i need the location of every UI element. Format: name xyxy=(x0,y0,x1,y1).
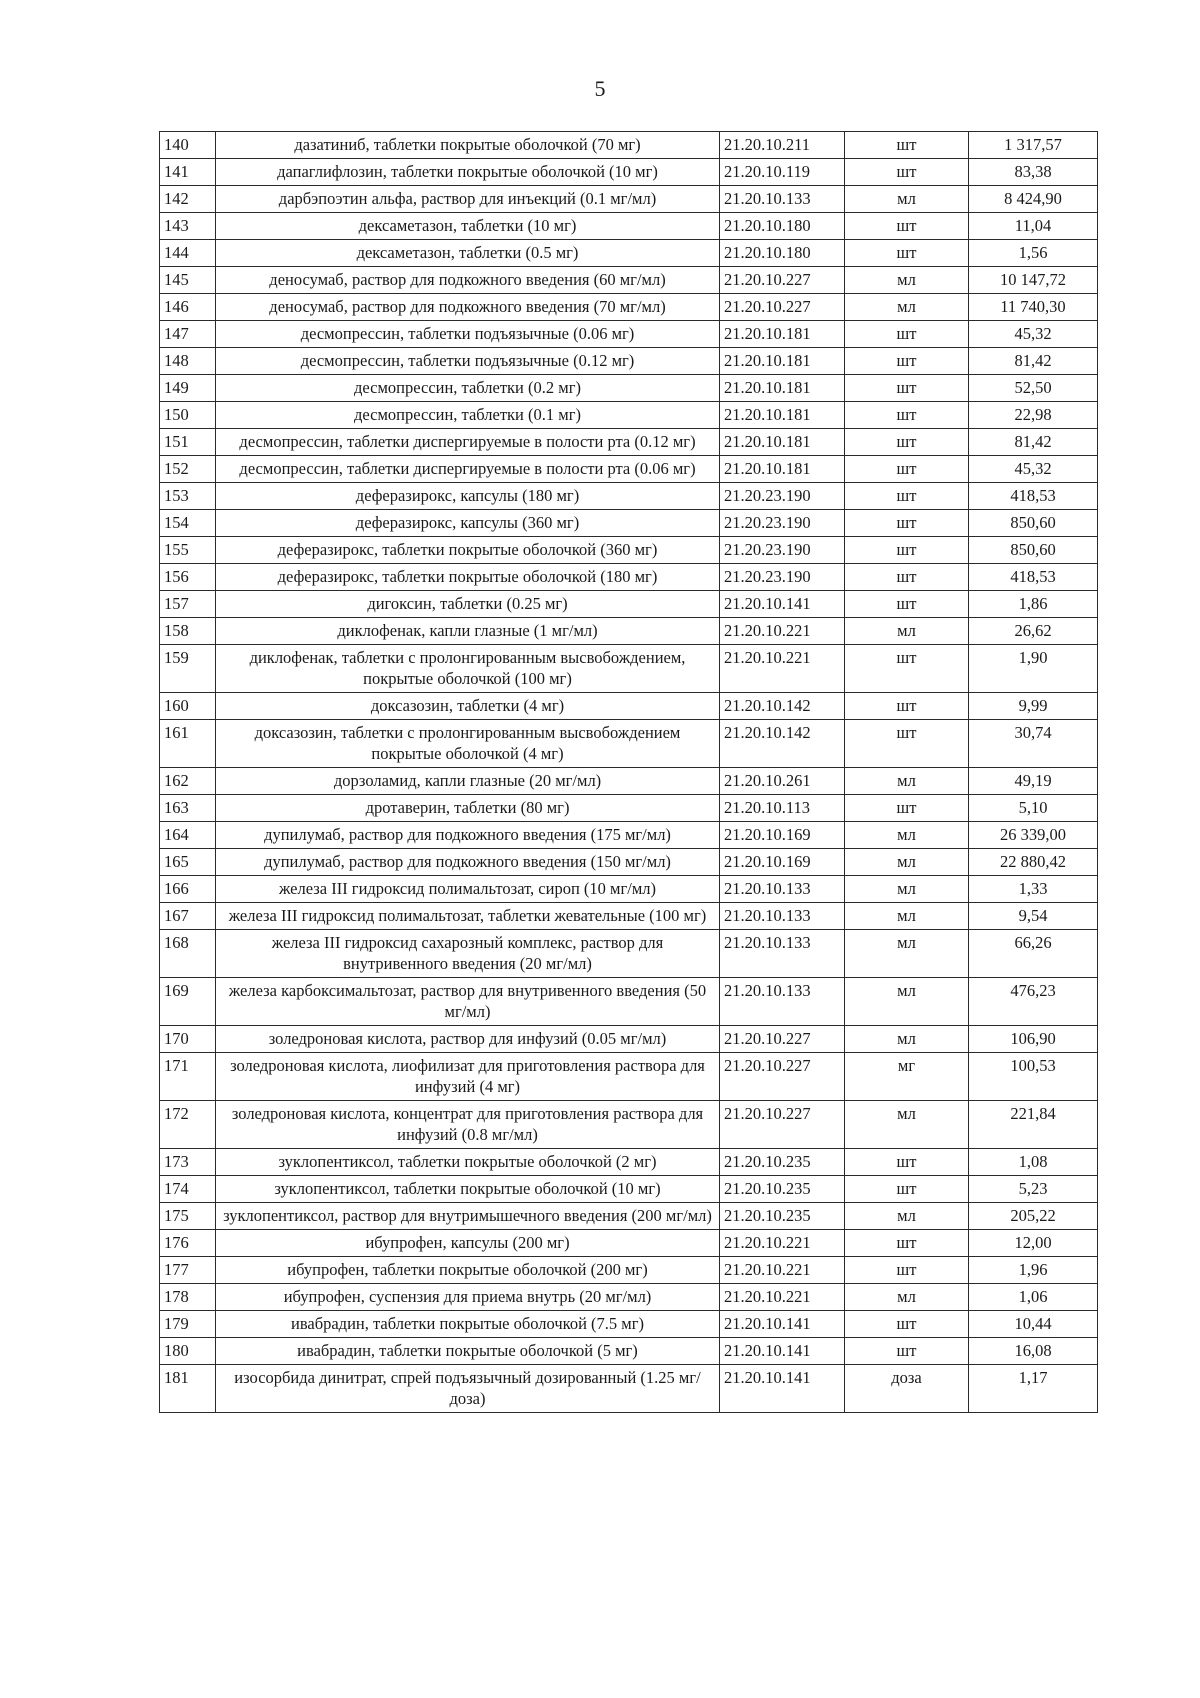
drug-name-cell: изосорбида динитрат, спрей подъязычный дозированный (1.25 мг/доза) xyxy=(216,1365,720,1413)
okpd-code-cell: 21.20.10.181 xyxy=(720,321,845,348)
unit-cell: мл xyxy=(845,903,969,930)
price-cell: 1,86 xyxy=(969,591,1098,618)
okpd-code-cell: 21.20.10.169 xyxy=(720,822,845,849)
row-number-cell: 157 xyxy=(160,591,216,618)
okpd-code-cell: 21.20.10.227 xyxy=(720,267,845,294)
table-row xyxy=(160,591,1098,618)
unit-cell: шт xyxy=(845,402,969,429)
unit-cell: шт xyxy=(845,1338,969,1365)
price-cell: 8 424,90 xyxy=(969,186,1098,213)
price-cell: 66,26 xyxy=(969,930,1098,978)
unit-cell: мл xyxy=(845,849,969,876)
drug-price-table xyxy=(159,131,1098,1413)
price-cell: 1,33 xyxy=(969,876,1098,903)
row-number-cell: 142 xyxy=(160,186,216,213)
drug-name-cell: ибупрофен, капсулы (200 мг) xyxy=(216,1230,720,1257)
price-cell: 49,19 xyxy=(969,768,1098,795)
row-number-cell: 148 xyxy=(160,348,216,375)
okpd-code-cell: 21.20.10.221 xyxy=(720,618,845,645)
unit-cell: шт xyxy=(845,564,969,591)
row-number-cell: 156 xyxy=(160,564,216,591)
unit-cell: шт xyxy=(845,213,969,240)
table-row xyxy=(160,537,1098,564)
unit-cell: шт xyxy=(845,483,969,510)
okpd-code-cell: 21.20.10.133 xyxy=(720,903,845,930)
okpd-code-cell: 21.20.10.227 xyxy=(720,294,845,321)
row-number-cell: 151 xyxy=(160,429,216,456)
table-row xyxy=(160,402,1098,429)
table-row xyxy=(160,159,1098,186)
drug-name-cell: дапаглифлозин, таблетки покрытые оболочкой (10 мг) xyxy=(216,159,720,186)
table-row xyxy=(160,213,1098,240)
unit-cell: шт xyxy=(845,537,969,564)
unit-cell: шт xyxy=(845,321,969,348)
row-number-cell: 181 xyxy=(160,1365,216,1413)
drug-name-cell: дротаверин, таблетки (80 мг) xyxy=(216,795,720,822)
table-row xyxy=(160,978,1098,1026)
price-cell: 1,06 xyxy=(969,1284,1098,1311)
row-number-cell: 167 xyxy=(160,903,216,930)
price-cell: 52,50 xyxy=(969,375,1098,402)
table-row xyxy=(160,1101,1098,1149)
okpd-code-cell: 21.20.23.190 xyxy=(720,483,845,510)
table-row xyxy=(160,876,1098,903)
row-number-cell: 172 xyxy=(160,1101,216,1149)
price-cell: 1,17 xyxy=(969,1365,1098,1413)
drug-name-cell: ибупрофен, суспензия для приема внутрь (20 мг/мл) xyxy=(216,1284,720,1311)
drug-name-cell: дексаметазон, таблетки (10 мг) xyxy=(216,213,720,240)
drug-name-cell: диклофенак, таблетки с пролонгированным высвобождением, покрытые оболочкой (100 мг) xyxy=(216,645,720,693)
unit-cell: мл xyxy=(845,1203,969,1230)
okpd-code-cell: 21.20.10.141 xyxy=(720,1338,845,1365)
drug-name-cell: дигоксин, таблетки (0.25 мг) xyxy=(216,591,720,618)
table-row xyxy=(160,132,1098,159)
row-number-cell: 170 xyxy=(160,1026,216,1053)
drug-name-cell: десмопрессин, таблетки подъязычные (0.06 мг) xyxy=(216,321,720,348)
price-cell: 45,32 xyxy=(969,321,1098,348)
okpd-code-cell: 21.20.10.227 xyxy=(720,1026,845,1053)
price-cell: 11 740,30 xyxy=(969,294,1098,321)
row-number-cell: 150 xyxy=(160,402,216,429)
row-number-cell: 169 xyxy=(160,978,216,1026)
price-cell: 1 317,57 xyxy=(969,132,1098,159)
price-cell: 45,32 xyxy=(969,456,1098,483)
row-number-cell: 168 xyxy=(160,930,216,978)
okpd-code-cell: 21.20.10.221 xyxy=(720,1230,845,1257)
unit-cell: шт xyxy=(845,1176,969,1203)
price-cell: 5,10 xyxy=(969,795,1098,822)
table-row xyxy=(160,1203,1098,1230)
okpd-code-cell: 21.20.10.181 xyxy=(720,375,845,402)
okpd-code-cell: 21.20.10.142 xyxy=(720,720,845,768)
drug-name-cell: железа III гидроксид сахарозный комплекс, раствор для внутривенного введения (20 мг/мл) xyxy=(216,930,720,978)
okpd-code-cell: 21.20.23.190 xyxy=(720,564,845,591)
row-number-cell: 153 xyxy=(160,483,216,510)
okpd-code-cell: 21.20.10.181 xyxy=(720,429,845,456)
row-number-cell: 179 xyxy=(160,1311,216,1338)
table-row xyxy=(160,294,1098,321)
unit-cell: шт xyxy=(845,429,969,456)
table-row xyxy=(160,267,1098,294)
drug-name-cell: ивабрадин, таблетки покрытые оболочкой (5 мг) xyxy=(216,1338,720,1365)
row-number-cell: 154 xyxy=(160,510,216,537)
table-row xyxy=(160,1176,1098,1203)
row-number-cell: 161 xyxy=(160,720,216,768)
table-row xyxy=(160,456,1098,483)
price-cell: 12,00 xyxy=(969,1230,1098,1257)
table-row xyxy=(160,822,1098,849)
table-row xyxy=(160,429,1098,456)
okpd-code-cell: 21.20.10.180 xyxy=(720,240,845,267)
price-cell: 100,53 xyxy=(969,1053,1098,1101)
okpd-code-cell: 21.20.10.142 xyxy=(720,693,845,720)
row-number-cell: 176 xyxy=(160,1230,216,1257)
price-cell: 22,98 xyxy=(969,402,1098,429)
row-number-cell: 158 xyxy=(160,618,216,645)
okpd-code-cell: 21.20.10.133 xyxy=(720,876,845,903)
price-cell: 10 147,72 xyxy=(969,267,1098,294)
unit-cell: мл xyxy=(845,1026,969,1053)
price-cell: 221,84 xyxy=(969,1101,1098,1149)
price-cell: 1,08 xyxy=(969,1149,1098,1176)
drug-name-cell: доксазозин, таблетки с пролонгированным высвобождением покрытые оболочкой (4 мг) xyxy=(216,720,720,768)
price-cell: 9,54 xyxy=(969,903,1098,930)
table-row xyxy=(160,186,1098,213)
unit-cell: шт xyxy=(845,720,969,768)
drug-name-cell: зуклопентиксол, раствор для внутримышечного введения (200 мг/мл) xyxy=(216,1203,720,1230)
unit-cell: шт xyxy=(845,1311,969,1338)
row-number-cell: 166 xyxy=(160,876,216,903)
unit-cell: шт xyxy=(845,1230,969,1257)
row-number-cell: 178 xyxy=(160,1284,216,1311)
price-cell: 10,44 xyxy=(969,1311,1098,1338)
table-body xyxy=(160,132,1098,1413)
unit-cell: шт xyxy=(845,456,969,483)
price-cell: 106,90 xyxy=(969,1026,1098,1053)
row-number-cell: 164 xyxy=(160,822,216,849)
price-cell: 5,23 xyxy=(969,1176,1098,1203)
drug-name-cell: золедроновая кислота, концентрат для приготовления раствора для инфузий (0.8 мг/мл) xyxy=(216,1101,720,1149)
price-cell: 850,60 xyxy=(969,510,1098,537)
drug-name-cell: золедроновая кислота, раствор для инфузий (0.05 мг/мл) xyxy=(216,1026,720,1053)
okpd-code-cell: 21.20.10.133 xyxy=(720,186,845,213)
price-cell: 1,90 xyxy=(969,645,1098,693)
drug-name-cell: доксазозин, таблетки (4 мг) xyxy=(216,693,720,720)
okpd-code-cell: 21.20.10.221 xyxy=(720,1284,845,1311)
drug-name-cell: ибупрофен, таблетки покрытые оболочкой (200 мг) xyxy=(216,1257,720,1284)
row-number-cell: 163 xyxy=(160,795,216,822)
drug-name-cell: деферазирокс, капсулы (180 мг) xyxy=(216,483,720,510)
unit-cell: шт xyxy=(845,591,969,618)
unit-cell: шт xyxy=(845,240,969,267)
okpd-code-cell: 21.20.10.261 xyxy=(720,768,845,795)
table-row xyxy=(160,693,1098,720)
table-row xyxy=(160,720,1098,768)
page-number: 5 xyxy=(594,76,606,101)
row-number-cell: 159 xyxy=(160,645,216,693)
unit-cell: шт xyxy=(845,159,969,186)
price-cell: 418,53 xyxy=(969,564,1098,591)
row-number-cell: 160 xyxy=(160,693,216,720)
price-cell: 22 880,42 xyxy=(969,849,1098,876)
unit-cell: шт xyxy=(845,348,969,375)
table-row xyxy=(160,483,1098,510)
okpd-code-cell: 21.20.10.169 xyxy=(720,849,845,876)
unit-cell: доза xyxy=(845,1365,969,1413)
okpd-code-cell: 21.20.10.181 xyxy=(720,348,845,375)
table-row xyxy=(160,903,1098,930)
unit-cell: мл xyxy=(845,294,969,321)
table-row xyxy=(160,1053,1098,1101)
row-number-cell: 171 xyxy=(160,1053,216,1101)
unit-cell: шт xyxy=(845,645,969,693)
table-row xyxy=(160,768,1098,795)
drug-name-cell: ивабрадин, таблетки покрытые оболочкой (7.5 мг) xyxy=(216,1311,720,1338)
drug-name-cell: деносумаб, раствор для подкожного введения (60 мг/мл) xyxy=(216,267,720,294)
price-cell: 26,62 xyxy=(969,618,1098,645)
table-row xyxy=(160,645,1098,693)
okpd-code-cell: 21.20.10.141 xyxy=(720,1311,845,1338)
price-cell: 205,22 xyxy=(969,1203,1098,1230)
table-row xyxy=(160,930,1098,978)
table-row xyxy=(160,1026,1098,1053)
drug-name-cell: дарбэпоэтин альфа, раствор для инъекций (0.1 мг/мл) xyxy=(216,186,720,213)
price-cell: 1,96 xyxy=(969,1257,1098,1284)
row-number-cell: 143 xyxy=(160,213,216,240)
row-number-cell: 174 xyxy=(160,1176,216,1203)
unit-cell: шт xyxy=(845,510,969,537)
okpd-code-cell: 21.20.10.235 xyxy=(720,1203,845,1230)
drug-name-cell: десмопрессин, таблетки (0.2 мг) xyxy=(216,375,720,402)
okpd-code-cell: 21.20.10.113 xyxy=(720,795,845,822)
unit-cell: шт xyxy=(845,132,969,159)
row-number-cell: 173 xyxy=(160,1149,216,1176)
table-row xyxy=(160,240,1098,267)
table-row xyxy=(160,1230,1098,1257)
table-row xyxy=(160,1284,1098,1311)
price-cell: 30,74 xyxy=(969,720,1098,768)
row-number-cell: 165 xyxy=(160,849,216,876)
okpd-code-cell: 21.20.10.221 xyxy=(720,645,845,693)
table-row xyxy=(160,1365,1098,1413)
okpd-code-cell: 21.20.10.141 xyxy=(720,591,845,618)
drug-name-cell: железа III гидроксид полимальтозат, таблетки жевательные (100 мг) xyxy=(216,903,720,930)
unit-cell: шт xyxy=(845,375,969,402)
unit-cell: шт xyxy=(845,1149,969,1176)
drug-name-cell: диклофенак, капли глазные (1 мг/мл) xyxy=(216,618,720,645)
table-row xyxy=(160,795,1098,822)
unit-cell: мл xyxy=(845,768,969,795)
table-row xyxy=(160,348,1098,375)
drug-name-cell: железа карбоксимальтозат, раствор для внутривенного введения (50 мг/мл) xyxy=(216,978,720,1026)
drug-name-cell: дорзоламид, капли глазные (20 мг/мл) xyxy=(216,768,720,795)
drug-name-cell: десмопрессин, таблетки диспергируемые в полости рта (0.12 мг) xyxy=(216,429,720,456)
drug-name-cell: золедроновая кислота, лиофилизат для приготовления раствора для инфузий (4 мг) xyxy=(216,1053,720,1101)
row-number-cell: 175 xyxy=(160,1203,216,1230)
table-row xyxy=(160,1257,1098,1284)
unit-cell: мл xyxy=(845,822,969,849)
table-row xyxy=(160,1311,1098,1338)
okpd-code-cell: 21.20.10.227 xyxy=(720,1101,845,1149)
price-cell: 16,08 xyxy=(969,1338,1098,1365)
unit-cell: шт xyxy=(845,693,969,720)
unit-cell: мл xyxy=(845,186,969,213)
okpd-code-cell: 21.20.10.181 xyxy=(720,456,845,483)
row-number-cell: 162 xyxy=(160,768,216,795)
table-row xyxy=(160,375,1098,402)
okpd-code-cell: 21.20.10.133 xyxy=(720,978,845,1026)
okpd-code-cell: 21.20.10.235 xyxy=(720,1149,845,1176)
unit-cell: шт xyxy=(845,795,969,822)
drug-name-cell: деферазирокс, таблетки покрытые оболочкой (360 мг) xyxy=(216,537,720,564)
okpd-code-cell: 21.20.10.141 xyxy=(720,1365,845,1413)
price-cell: 1,56 xyxy=(969,240,1098,267)
drug-name-cell: деносумаб, раствор для подкожного введения (70 мг/мл) xyxy=(216,294,720,321)
price-cell: 850,60 xyxy=(969,537,1098,564)
row-number-cell: 155 xyxy=(160,537,216,564)
table-row xyxy=(160,1149,1098,1176)
price-cell: 83,38 xyxy=(969,159,1098,186)
unit-cell: мл xyxy=(845,1101,969,1149)
row-number-cell: 152 xyxy=(160,456,216,483)
table-row xyxy=(160,1338,1098,1365)
row-number-cell: 145 xyxy=(160,267,216,294)
drug-name-cell: деферазирокс, капсулы (360 мг) xyxy=(216,510,720,537)
row-number-cell: 144 xyxy=(160,240,216,267)
row-number-cell: 141 xyxy=(160,159,216,186)
price-cell: 9,99 xyxy=(969,693,1098,720)
unit-cell: шт xyxy=(845,1257,969,1284)
unit-cell: мл xyxy=(845,1284,969,1311)
drug-name-cell: железа III гидроксид полимальтозат, сироп (10 мг/мл) xyxy=(216,876,720,903)
drug-name-cell: деферазирокс, таблетки покрытые оболочкой (180 мг) xyxy=(216,564,720,591)
table-row xyxy=(160,564,1098,591)
drug-name-cell: зуклопентиксол, таблетки покрытые оболочкой (2 мг) xyxy=(216,1149,720,1176)
unit-cell: мг xyxy=(845,1053,969,1101)
drug-name-cell: дупилумаб, раствор для подкожного введения (150 мг/мл) xyxy=(216,849,720,876)
drug-name-cell: дупилумаб, раствор для подкожного введения (175 мг/мл) xyxy=(216,822,720,849)
row-number-cell: 149 xyxy=(160,375,216,402)
row-number-cell: 177 xyxy=(160,1257,216,1284)
okpd-code-cell: 21.20.10.181 xyxy=(720,402,845,429)
table-row xyxy=(160,510,1098,537)
okpd-code-cell: 21.20.10.119 xyxy=(720,159,845,186)
table-row xyxy=(160,618,1098,645)
unit-cell: мл xyxy=(845,618,969,645)
okpd-code-cell: 21.20.10.180 xyxy=(720,213,845,240)
row-number-cell: 140 xyxy=(160,132,216,159)
drug-name-cell: десмопрессин, таблетки (0.1 мг) xyxy=(216,402,720,429)
price-cell: 81,42 xyxy=(969,429,1098,456)
price-cell: 26 339,00 xyxy=(969,822,1098,849)
unit-cell: мл xyxy=(845,930,969,978)
unit-cell: мл xyxy=(845,978,969,1026)
okpd-code-cell: 21.20.10.211 xyxy=(720,132,845,159)
okpd-code-cell: 21.20.23.190 xyxy=(720,537,845,564)
row-number-cell: 180 xyxy=(160,1338,216,1365)
price-cell: 11,04 xyxy=(969,213,1098,240)
unit-cell: мл xyxy=(845,876,969,903)
table-row xyxy=(160,849,1098,876)
okpd-code-cell: 21.20.10.133 xyxy=(720,930,845,978)
price-cell: 81,42 xyxy=(969,348,1098,375)
table-row xyxy=(160,321,1098,348)
row-number-cell: 147 xyxy=(160,321,216,348)
drug-name-cell: зуклопентиксол, таблетки покрытые оболочкой (10 мг) xyxy=(216,1176,720,1203)
price-cell: 476,23 xyxy=(969,978,1098,1026)
drug-name-cell: десмопрессин, таблетки диспергируемые в полости рта (0.06 мг) xyxy=(216,456,720,483)
drug-name-cell: десмопрессин, таблетки подъязычные (0.12 мг) xyxy=(216,348,720,375)
okpd-code-cell: 21.20.23.190 xyxy=(720,510,845,537)
row-number-cell: 146 xyxy=(160,294,216,321)
drug-name-cell: дексаметазон, таблетки (0.5 мг) xyxy=(216,240,720,267)
okpd-code-cell: 21.20.10.221 xyxy=(720,1257,845,1284)
unit-cell: мл xyxy=(845,267,969,294)
okpd-code-cell: 21.20.10.235 xyxy=(720,1176,845,1203)
drug-name-cell: дазатиниб, таблетки покрытые оболочкой (70 мг) xyxy=(216,132,720,159)
price-cell: 418,53 xyxy=(969,483,1098,510)
okpd-code-cell: 21.20.10.227 xyxy=(720,1053,845,1101)
